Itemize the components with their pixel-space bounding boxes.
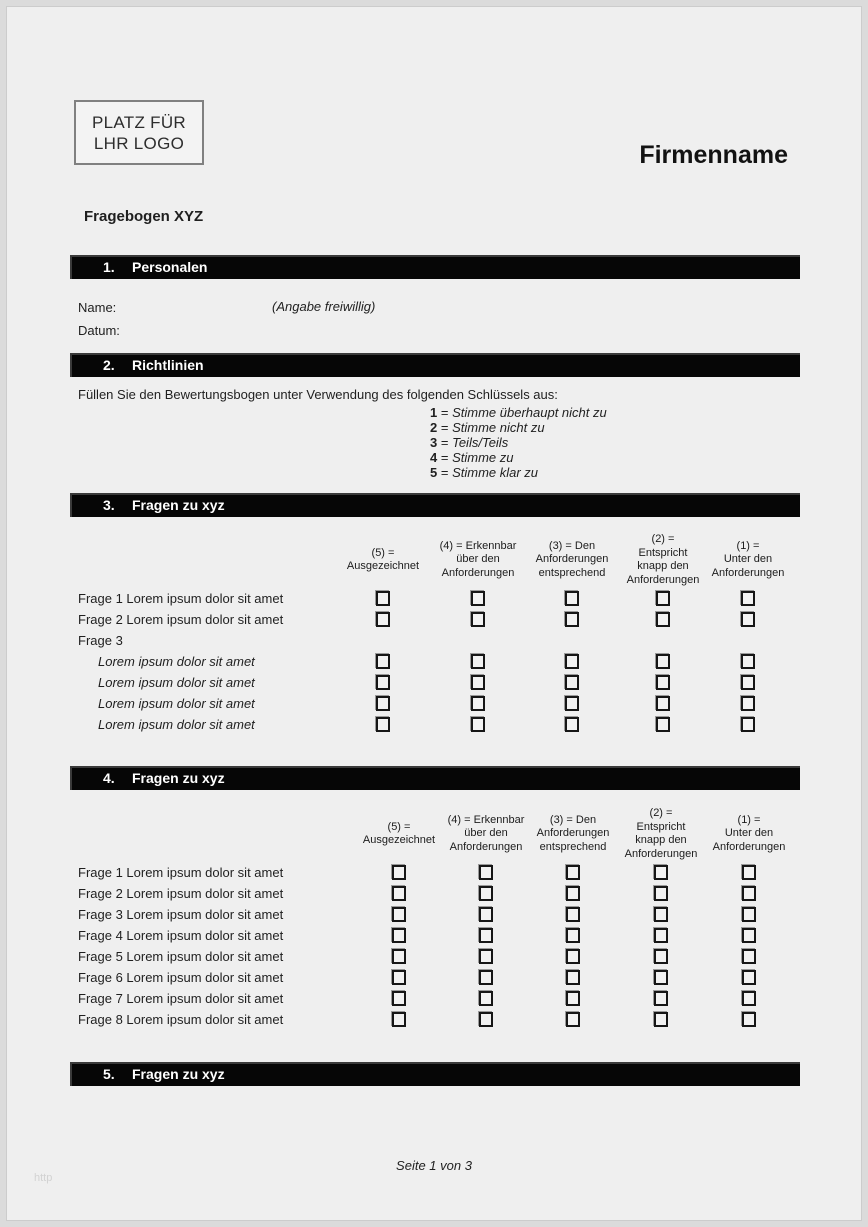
checkbox-rating-2[interactable] [656,675,670,690]
rating-column-header-1 [702,804,796,864]
checkbox-rating-1[interactable] [741,717,755,732]
scale-eq: = [440,405,449,420]
header-line: (3) = Den [548,539,596,552]
checkbox-rating-5[interactable] [376,675,390,690]
logo-text-line2: LHR LOGO [93,133,185,153]
question-row [0,883,868,904]
checkbox-rating-5[interactable] [376,654,390,669]
checkbox-rating-1[interactable] [742,991,756,1006]
scale-item [430,405,607,420]
checkbox-rating-4[interactable] [479,949,493,964]
checkbox-rating-1[interactable] [741,591,755,606]
question-row [0,904,868,925]
checkbox-rating-5[interactable] [392,928,406,943]
checkbox-rating-5[interactable] [376,612,390,627]
header-line: entsprechend [538,566,606,579]
checkbox-rating-4[interactable] [479,970,493,985]
section-number: 1. [103,259,115,275]
question-label: Frage 2 Lorem ipsum dolor sit amet [78,886,284,901]
scale-eq: = [440,450,449,465]
header-line: (2) = [649,807,673,819]
checkbox-rating-2[interactable] [654,949,668,964]
question-row [0,693,868,714]
question-label: Frage 5 Lorem ipsum dolor sit amet [78,949,284,964]
scale-label: Stimme überhaupt nicht zu [452,405,607,420]
checkbox-rating-3[interactable] [566,970,580,985]
scale-label: Stimme nicht zu [452,420,545,435]
header-line: (1) = [737,813,761,826]
section-header-fragen-4 [70,766,800,790]
header-line: Anforderungen [441,566,515,579]
question-row [0,609,868,630]
scale-label: Teils/Teils [452,435,509,450]
section-header-fragen-3 [70,493,800,517]
checkbox-rating-1[interactable] [741,612,755,627]
company-name: Firmenname [639,141,788,169]
checkbox-rating-2[interactable] [654,1012,668,1027]
header-line: (5) = [387,820,411,833]
header-line: (5) = [371,546,395,559]
logo-placeholder [74,100,204,165]
header-line: über den [464,827,508,840]
scale-value: 5 [430,465,438,480]
checkbox-rating-4[interactable] [479,1012,493,1027]
checkbox-rating-1[interactable] [741,675,755,690]
header-line: (4) = Erkennbar [447,813,525,826]
checkbox-rating-4[interactable] [471,717,485,732]
checkbox-rating-4[interactable] [479,886,493,901]
question-row [0,588,868,609]
question-label: Frage 1 Lorem ipsum dolor sit amet [78,865,284,880]
checkbox-rating-3[interactable] [566,928,580,943]
rating-column-header-3 [526,804,620,864]
checkbox-rating-3[interactable] [566,886,580,901]
section-title: Fragen zu xyz [132,497,225,513]
rating-column-header-3 [525,530,619,590]
checkbox-rating-1[interactable] [742,949,756,964]
page-number: Seite 1 von 3 [396,1158,472,1173]
checkbox-rating-5[interactable] [392,970,406,985]
header-line: (3) = Den [549,813,597,826]
section-number: 4. [103,770,115,786]
question-label: Frage 3 Lorem ipsum dolor sit amet [78,907,284,922]
scale-value: 2 [430,420,438,435]
header-line: Ausgezeichnet [346,560,420,572]
checkbox-rating-3[interactable] [566,907,580,922]
question-label: Frage 3 [78,633,123,648]
checkbox-rating-2[interactable] [654,928,668,943]
checkbox-rating-2[interactable] [654,865,668,880]
question-row [0,988,868,1009]
checkbox-rating-1[interactable] [742,886,756,901]
question-row [0,862,868,883]
checkbox-rating-4[interactable] [471,654,485,669]
scale-item [430,465,538,480]
scale-value: 3 [430,435,438,450]
checkbox-rating-1[interactable] [742,865,756,880]
checkbox-rating-4[interactable] [471,675,485,690]
checkbox-rating-3[interactable] [565,696,579,711]
question-label: Frage 6 Lorem ipsum dolor sit amet [78,970,284,985]
question-row [0,672,868,693]
section-title: Personalen [132,259,208,275]
section-number: 3. [103,497,115,513]
header-line: Entspricht [636,820,686,833]
checkbox-rating-5[interactable] [392,865,406,880]
checkbox-rating-3[interactable] [566,949,580,964]
header-line: knapp den [635,834,687,846]
checkbox-rating-4[interactable] [471,696,485,711]
checkbox-rating-3[interactable] [566,991,580,1006]
section-title: Fragen zu xyz [132,770,225,786]
checkbox-rating-4[interactable] [479,907,493,922]
header-line: Anforderungen [449,840,523,853]
header-line: Anforderungen [711,566,785,579]
checkbox-rating-1[interactable] [742,907,756,922]
header-line: über den [456,553,500,566]
header-line: Entspricht [638,546,688,559]
checkbox-rating-1[interactable] [741,696,755,711]
question-label: Lorem ipsum dolor sit amet [98,696,255,711]
question-row [0,630,868,651]
scale-value: 4 [430,450,438,465]
name-note: (Angabe freiwillig) [272,299,376,314]
section-header-richtlinien [70,353,800,377]
checkbox-rating-2[interactable] [656,696,670,711]
checkbox-rating-4[interactable] [479,991,493,1006]
checkbox-rating-4[interactable] [471,612,485,627]
header-line: Anforderungen [535,553,609,566]
checkbox-rating-5[interactable] [376,717,390,732]
rating-column-header-1 [701,530,795,590]
instructions-text: Füllen Sie den Bewertungsbogen unter Verwendung des folgenden Schlüssels aus: [78,387,558,402]
date-label: Datum: [78,323,120,338]
logo-text-line1: PLATZ FÜR [91,112,186,132]
header-line: Ausgezeichnet [362,834,436,846]
header-line: Anforderungen [536,827,610,840]
checkbox-rating-2[interactable] [656,654,670,669]
checkbox-rating-5[interactable] [392,991,406,1006]
rating-column-header-5 [352,804,446,864]
checkbox-rating-1[interactable] [741,654,755,669]
scale-eq: = [440,420,449,435]
checkbox-rating-2[interactable] [656,612,670,627]
question-row [0,925,868,946]
checkbox-rating-4[interactable] [479,928,493,943]
question-label: Lorem ipsum dolor sit amet [98,717,255,732]
question-label: Lorem ipsum dolor sit amet [98,675,255,690]
checkbox-rating-4[interactable] [471,591,485,606]
checkbox-rating-5[interactable] [392,907,406,922]
header-line: entsprechend [539,840,607,853]
question-row [0,967,868,988]
rating-column-header-4 [439,804,533,864]
checkbox-rating-2[interactable] [654,886,668,901]
checkbox-rating-3[interactable] [566,865,580,880]
checkbox-rating-3[interactable] [565,717,579,732]
header-line: (4) = Erkennbar [439,539,517,552]
checkbox-rating-3[interactable] [565,654,579,669]
rating-column-header-5 [336,530,430,590]
checkbox-rating-5[interactable] [392,1012,406,1027]
question-label: Frage 4 Lorem ipsum dolor sit amet [78,928,284,943]
section-header-personalen [70,255,800,279]
section-number: 2. [103,357,115,373]
checkbox-rating-5[interactable] [392,886,406,901]
checkbox-rating-5[interactable] [376,591,390,606]
checkbox-rating-2[interactable] [656,717,670,732]
checkbox-rating-1[interactable] [742,928,756,943]
question-row [0,946,868,967]
checkbox-rating-3[interactable] [565,591,579,606]
checkbox-rating-5[interactable] [376,696,390,711]
question-label: Frage 1 Lorem ipsum dolor sit amet [78,591,284,606]
header-line: Unter den [724,827,774,840]
checkbox-rating-2[interactable] [654,991,668,1006]
question-row [0,1009,868,1030]
rating-column-header-2 [616,530,710,590]
checkbox-rating-1[interactable] [742,1012,756,1027]
watermark-text: http [34,1172,53,1184]
header-line: knapp den [637,560,689,572]
checkbox-rating-4[interactable] [479,865,493,880]
checkbox-rating-3[interactable] [565,675,579,690]
question-row [0,651,868,672]
checkbox-rating-3[interactable] [565,612,579,627]
section-title: Richtlinien [132,357,204,373]
name-label: Name: [78,300,117,315]
header-line: Anforderungen [712,840,786,853]
scale-label: Stimme zu [452,450,514,465]
header-line: (1) = [736,539,760,552]
scale-item [430,435,508,450]
question-label: Frage 7 Lorem ipsum dolor sit amet [78,991,284,1006]
checkbox-rating-2[interactable] [654,907,668,922]
checkbox-rating-2[interactable] [656,591,670,606]
header-line: Anforderungen [626,573,700,586]
scale-eq: = [440,435,449,450]
question-row [0,714,868,735]
header-line: (2) = [651,533,675,545]
scale-item [430,420,545,435]
scale-value: 1 [430,405,438,420]
scale-eq: = [440,465,449,480]
section-title: Fragen zu xyz [132,1066,225,1082]
rating-column-header-4 [431,530,525,590]
checkbox-rating-2[interactable] [654,970,668,985]
form-title: Fragebogen XYZ [84,208,204,225]
section-number: 5. [103,1066,115,1082]
question-label: Frage 8 Lorem ipsum dolor sit amet [78,1012,284,1027]
header-line: Unter den [723,553,773,566]
question-label: Frage 2 Lorem ipsum dolor sit amet [78,612,284,627]
checkbox-rating-1[interactable] [742,970,756,985]
scale-label: Stimme klar zu [452,465,539,480]
rating-column-header-2 [614,804,708,864]
header-line: Anforderungen [624,847,698,860]
checkbox-rating-3[interactable] [566,1012,580,1027]
question-label: Lorem ipsum dolor sit amet [98,654,255,669]
section-header-fragen-5 [70,1062,800,1086]
checkbox-rating-5[interactable] [392,949,406,964]
scale-item [430,450,513,465]
